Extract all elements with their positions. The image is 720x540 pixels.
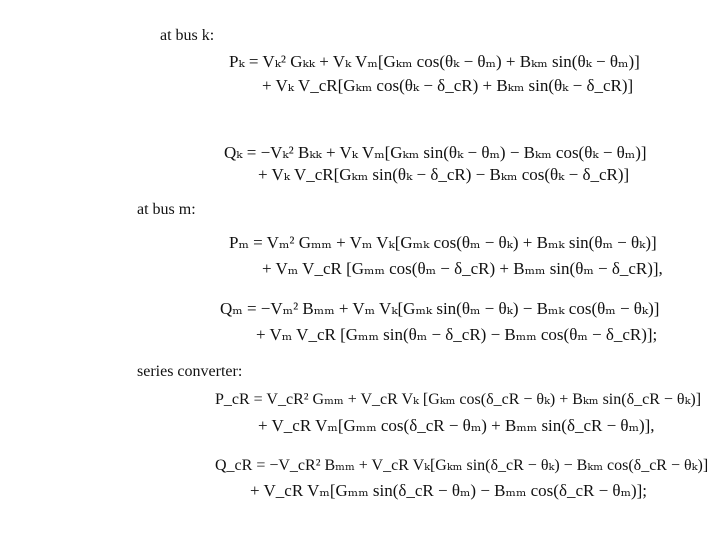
eq-qm-line-2: + Vₘ V_cR [Gₘₘ sin(θₘ − δ_cR) − Bₘₘ cos(θₘ − δ_cR)]; bbox=[256, 325, 658, 344]
heading-bus-k: at bus k: bbox=[160, 27, 215, 44]
eq-pcr-line-2: + V_cR Vₘ[Gₘₘ cos(δ_cR − θₘ) + Bₘₘ sin(δ_cR − θₘ)], bbox=[258, 416, 655, 435]
heading-series-converter: series converter: bbox=[137, 363, 243, 380]
eq-qk-line-1: Qₖ = −Vₖ² Bₖₖ + Vₖ Vₘ[Gₖₘ sin(θₖ − θₘ) − Bₖₘ cos(θₖ − θₘ)] bbox=[224, 143, 647, 162]
eq-pk-line-2: + Vₖ V_cR[Gₖₘ cos(θₖ − δ_cR) + Bₖₘ sin(θₖ − δ_cR)] bbox=[262, 76, 634, 95]
eq-qk-line-2: + Vₖ V_cR[Gₖₘ sin(θₖ − δ_cR) − Bₖₘ cos(θₖ − δ_cR)] bbox=[258, 165, 630, 184]
eq-qcr-line-2: + V_cR Vₘ[Gₘₘ sin(δ_cR − θₘ) − Bₘₘ cos(δ_cR − θₘ)]; bbox=[250, 481, 648, 500]
eq-pk-line-1: Pₖ = Vₖ² Gₖₖ + Vₖ Vₘ[Gₖₘ cos(θₖ − θₘ) + Bₖₘ sin(θₖ − θₘ)] bbox=[229, 52, 640, 71]
eq-pm-line-1: Pₘ = Vₘ² Gₘₘ + Vₘ Vₖ[Gₘₖ cos(θₘ − θₖ) + Bₘₖ sin(θₘ − θₖ)] bbox=[229, 233, 657, 252]
eq-qm-line-1: Qₘ = −Vₘ² Bₘₘ + Vₘ Vₖ[Gₘₖ sin(θₘ − θₖ) − Bₘₖ cos(θₘ − θₖ)] bbox=[220, 299, 660, 318]
eq-qcr-line-1: Q_cR = −V_cR² Bₘₘ + V_cR Vₖ[Gₖₘ sin(δ_cR − θₖ) − Bₖₘ cos(δ_cR − θₖ)] bbox=[215, 457, 709, 474]
eq-pm-line-2: + Vₘ V_cR [Gₘₘ cos(θₘ − δ_cR) + Bₘₘ sin(θₘ − δ_cR)], bbox=[262, 259, 663, 278]
eq-pcr-line-1: P_cR = V_cR² Gₘₘ + V_cR Vₖ [Gₖₘ cos(δ_cR − θₖ) + Bₖₘ sin(δ_cR − θₖ)] bbox=[215, 391, 702, 408]
heading-bus-m: at bus m: bbox=[137, 201, 196, 218]
